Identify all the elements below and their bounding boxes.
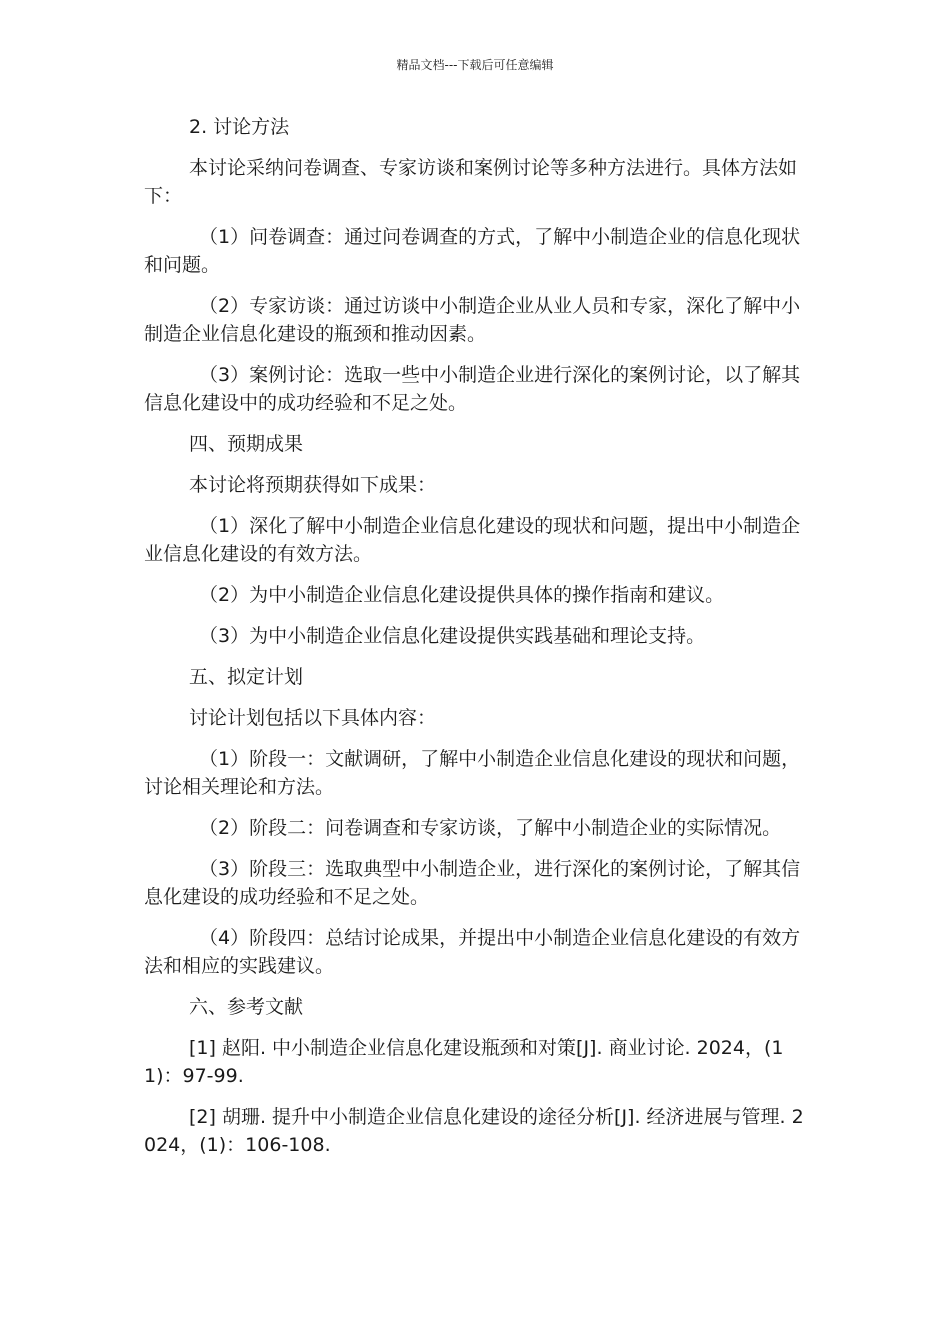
plan-stage-1: （1）阶段一：文献调研，了解中小制造企业信息化建设的现状和问题，讨论相关理论和方法。	[144, 748, 801, 798]
document-body	[144, 113, 812, 1172]
section-heading-references: 六、参考文献	[189, 996, 304, 1018]
method-item-questionnaire: （1）问卷调查：通过问卷调查的方式，了解中小制造企业的信息化现状和问题。	[144, 226, 801, 276]
section-heading-plan: 五、拟定计划	[189, 666, 304, 688]
section-heading-expected-results: 四、预期成果	[189, 433, 304, 455]
plan-stage-4: （4）阶段四：总结讨论成果，并提出中小制造企业信息化建设的有效方法和相应的实践建议。	[144, 927, 801, 977]
reference-item-2: [2] 胡珊. 提升中小制造企业信息化建设的途径分析[J]. 经济进展与管理. 2024，(1)：106-108.	[144, 1106, 804, 1156]
page-header: 精品文档---下载后可任意编辑	[396, 58, 554, 72]
methods-intro-paragraph: 本讨论采纳问卷调查、专家访谈和案例讨论等多种方法进行。具体方法如下：	[144, 157, 798, 207]
plan-stage-2: （2）阶段二：问卷调查和专家访谈，了解中小制造企业的实际情况。	[199, 817, 782, 839]
result-item-2: （2）为中小制造企业信息化建设提供具体的操作指南和建议。	[199, 584, 725, 606]
method-item-expert-interview: （2）专家访谈：通过访谈中小制造企业从业人员和专家，深化了解中小制造企业信息化建设的瓶颈和推动因素。	[144, 295, 801, 345]
result-item-3: （3）为中小制造企业信息化建设提供实践基础和理论支持。	[199, 625, 706, 647]
reference-item-1: [1] 赵阳. 中小制造企业信息化建设瓶颈和对策[J]. 商业讨论. 2024，(11)：97-99.	[144, 1037, 784, 1087]
section-heading-discussion-methods: 2. 讨论方法	[189, 116, 290, 138]
results-intro-paragraph: 本讨论将预期获得如下成果：	[189, 474, 437, 496]
plan-stage-3: （3）阶段三：选取典型中小制造企业，进行深化的案例讨论，了解其信息化建设的成功经验和不足之处。	[144, 858, 801, 908]
plan-intro-paragraph: 讨论计划包括以下具体内容：	[189, 707, 437, 729]
result-item-1: （1）深化了解中小制造企业信息化建设的现状和问题，提出中小制造企业信息化建设的有效方法。	[144, 515, 801, 565]
method-item-case-study: （3）案例讨论：选取一些中小制造企业进行深化的案例讨论，以了解其信息化建设中的成功经验和不足之处。	[144, 364, 801, 414]
